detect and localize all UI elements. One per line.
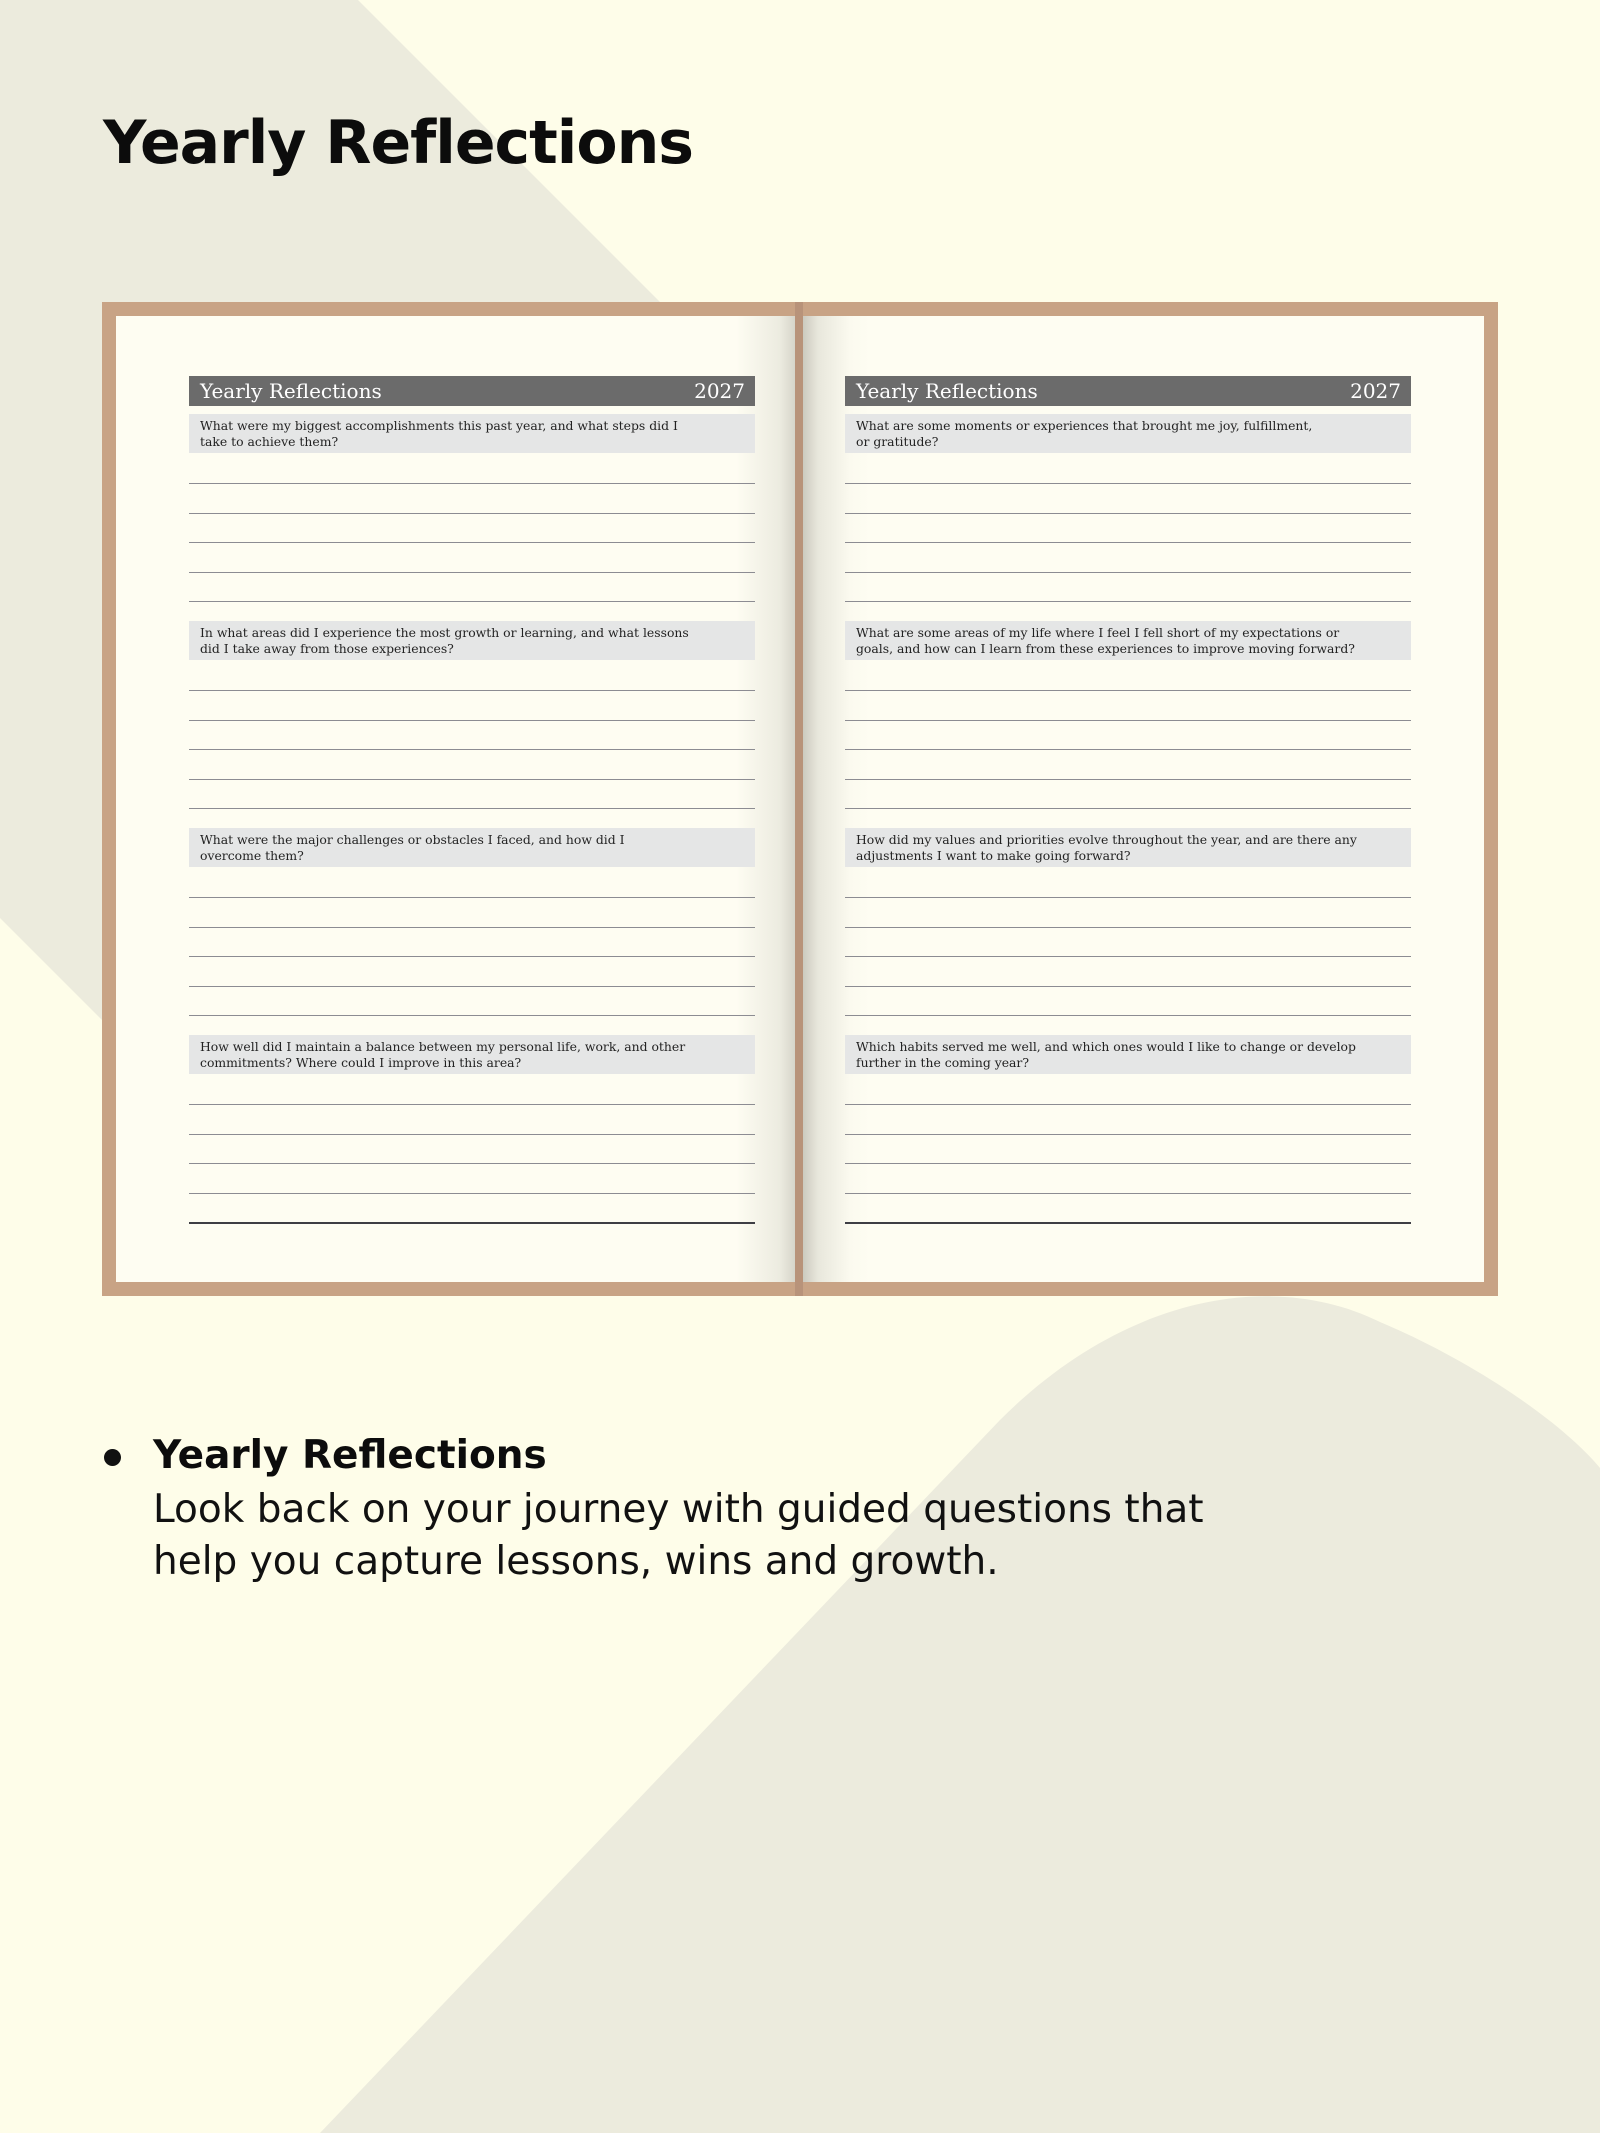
- writing-line[interactable]: [845, 927, 1411, 928]
- writing-line[interactable]: [189, 956, 755, 957]
- feature-title: Yearly Reflections: [153, 1433, 547, 1478]
- question-text-line: commitments? Where could I improve in this area?: [200, 1055, 522, 1070]
- writing-line[interactable]: [189, 513, 755, 514]
- writing-line[interactable]: [189, 1104, 755, 1105]
- writing-line[interactable]: [189, 1163, 755, 1164]
- question-text-line: further in the coming year?: [856, 1055, 1030, 1070]
- writing-line[interactable]: [189, 572, 755, 573]
- question-prompt: [189, 828, 755, 867]
- question-text-line: How well did I maintain a balance between my personal life, work, and other: [200, 1039, 686, 1054]
- question-text-line: take to achieve them?: [200, 434, 339, 449]
- bottom-right-shape: [320, 1296, 1600, 2133]
- sheet-title: Yearly Reflections: [856, 379, 1038, 403]
- writing-line[interactable]: [845, 542, 1411, 543]
- writing-line[interactable]: [189, 1134, 755, 1135]
- sheet-title: Yearly Reflections: [200, 379, 382, 403]
- question-block-4: [845, 1035, 1411, 1074]
- writing-line[interactable]: [189, 601, 755, 602]
- writing-line[interactable]: [845, 1163, 1411, 1164]
- writing-line[interactable]: [189, 927, 755, 928]
- writing-line[interactable]: [845, 986, 1411, 987]
- question-block-4: [189, 1035, 755, 1074]
- writing-line[interactable]: [189, 897, 755, 898]
- left-sheet: [189, 362, 755, 1226]
- question-block-2: [189, 621, 755, 660]
- writing-line[interactable]: [189, 779, 755, 780]
- question-block-3: [845, 828, 1411, 867]
- right-sheet: [845, 362, 1411, 1226]
- writing-line[interactable]: [845, 1222, 1411, 1224]
- question-text-line: What were my biggest accomplishments this past year, and what steps did I: [200, 418, 678, 433]
- question-text-line: What are some moments or experiences that brought me joy, fulfillment,: [856, 418, 1313, 433]
- writing-line[interactable]: [845, 956, 1411, 957]
- question-text-line: or gratitude?: [856, 434, 939, 449]
- question-text-line: What are some areas of my life where I feel I fell short of my expectations or: [856, 625, 1340, 640]
- sheet-year: 2027: [1350, 379, 1401, 403]
- writing-line[interactable]: [845, 749, 1411, 750]
- sheet-header: [189, 376, 755, 406]
- question-text-line: In what areas did I experience the most growth or learning, and what lessons: [200, 625, 689, 640]
- feature-description: [153, 1484, 1353, 1588]
- writing-line[interactable]: [845, 808, 1411, 809]
- question-text-line: did I take away from those experiences?: [200, 641, 454, 656]
- writing-line[interactable]: [845, 690, 1411, 691]
- writing-line[interactable]: [189, 542, 755, 543]
- writing-line[interactable]: [189, 720, 755, 721]
- question-block-1: [189, 414, 755, 453]
- question-block-2: [845, 621, 1411, 660]
- question-prompt: [189, 621, 755, 660]
- question-block-1: [845, 414, 1411, 453]
- writing-line[interactable]: [189, 1193, 755, 1194]
- question-text-line: adjustments I want to make going forward?: [856, 848, 1131, 863]
- question-text-line: Which habits served me well, and which ones would I like to change or develop: [856, 1039, 1356, 1054]
- writing-line[interactable]: [189, 986, 755, 987]
- feature-description-line: Look back on your journey with guided questions that: [153, 1487, 1204, 1532]
- writing-line[interactable]: [189, 1015, 755, 1016]
- book-spine: [795, 302, 803, 1296]
- writing-line[interactable]: [845, 483, 1411, 484]
- writing-line[interactable]: [189, 690, 755, 691]
- writing-line[interactable]: [845, 513, 1411, 514]
- writing-line[interactable]: [845, 1104, 1411, 1105]
- question-prompt: [845, 414, 1411, 453]
- writing-line[interactable]: [845, 720, 1411, 721]
- question-text-line: What were the major challenges or obstacles I faced, and how did I: [200, 832, 625, 847]
- feature-description-line: help you capture lessons, wins and growth.: [153, 1539, 999, 1584]
- writing-line[interactable]: [845, 601, 1411, 602]
- question-text-line: overcome them?: [200, 848, 304, 863]
- sheet-year: 2027: [694, 379, 745, 403]
- writing-line[interactable]: [845, 1134, 1411, 1135]
- bullet-icon: [104, 1449, 121, 1466]
- writing-line[interactable]: [189, 749, 755, 750]
- question-prompt: [189, 1035, 755, 1074]
- writing-line[interactable]: [845, 779, 1411, 780]
- page-title: Yearly Reflections: [103, 108, 693, 178]
- writing-line[interactable]: [189, 483, 755, 484]
- question-prompt: [845, 1035, 1411, 1074]
- question-block-3: [189, 828, 755, 867]
- question-prompt: [845, 621, 1411, 660]
- question-text-line: goals, and how can I learn from these experiences to improve moving forward?: [856, 641, 1355, 656]
- writing-line[interactable]: [845, 1015, 1411, 1016]
- question-prompt: [189, 414, 755, 453]
- writing-line[interactable]: [845, 1193, 1411, 1194]
- question-text-line: How did my values and priorities evolve throughout the year, and are there any: [856, 832, 1357, 847]
- writing-line[interactable]: [189, 1222, 755, 1224]
- question-prompt: [845, 828, 1411, 867]
- writing-line[interactable]: [845, 572, 1411, 573]
- sheet-header: [845, 376, 1411, 406]
- writing-line[interactable]: [189, 808, 755, 809]
- writing-line[interactable]: [845, 897, 1411, 898]
